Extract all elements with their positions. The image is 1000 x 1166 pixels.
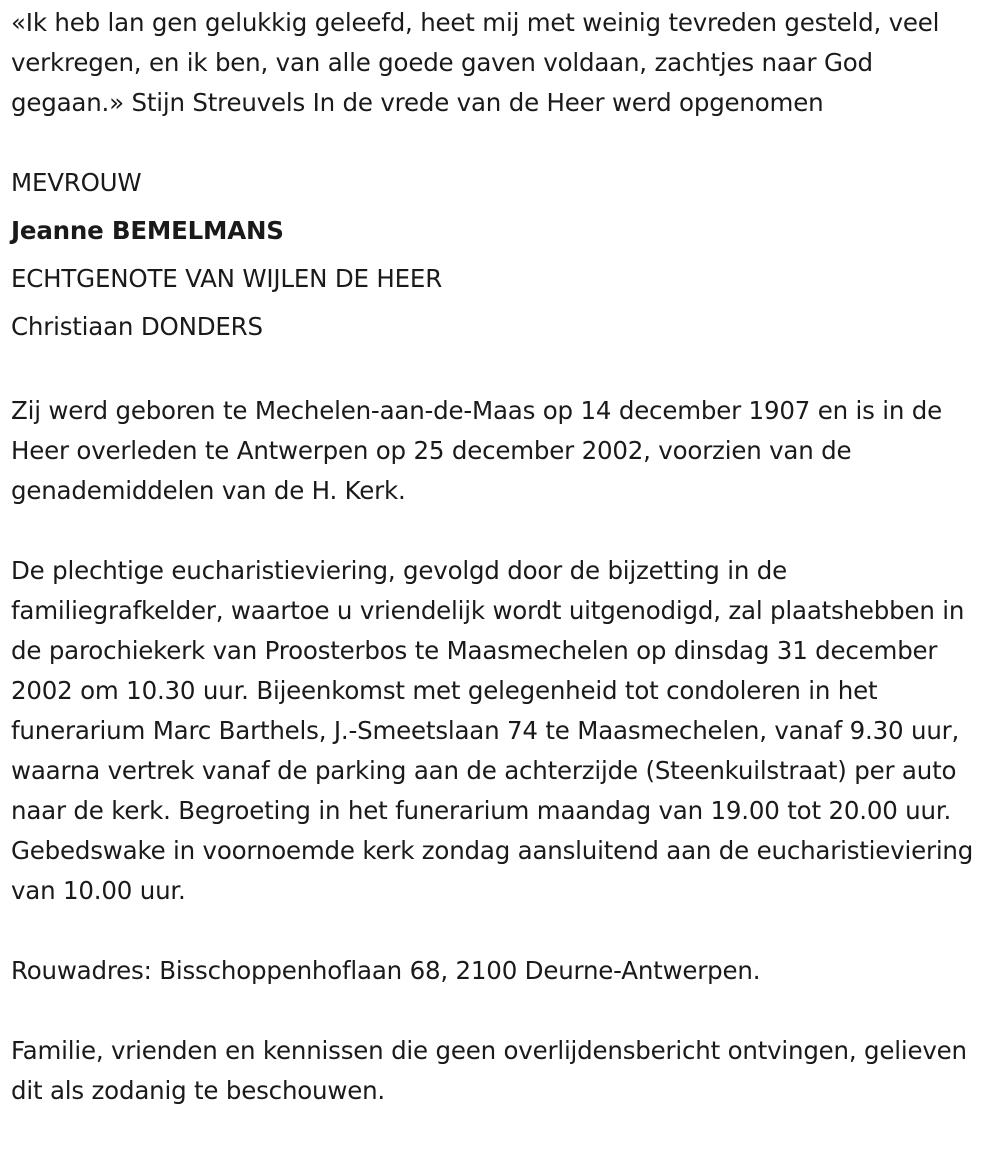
birth-death-paragraph: Zij werd geboren te Mechelen-aan-de-Maas op 14 december 1907 en is in de Heer overleden te Antwerpen op 25 december 2002, voorzien van de genademiddelen van de H. Kerk. [11, 396, 942, 505]
name-block [11, 159, 993, 351]
address-paragraph: Rouwadres: Bisschoppenhoflaan 68, 2100 Deurne-Antwerpen. [11, 956, 761, 985]
spacer [11, 123, 993, 163]
closing-paragraph: Familie, vrienden en kennissen die geen overlijdensbericht ontvingen, gelieven dit als zodanig te beschouwen. [11, 1036, 967, 1105]
ceremony-paragraph: De plechtige eucharistieviering, gevolgd door de bijzetting in de familiegrafkelder, waartoe u vriendelijk wordt uitgenodigd, zal plaatshebben in de parochiekerk van Proosterbos te Maasmechelen op dinsdag 31 december 2002 om 10.30 uur. Bijeenkomst met gelegenheid tot condoleren in het funerarium Marc Barthels, J.-Smeetslaan 74 te Maasmechelen, vanaf 9.30 uur, waarna vertrek vanaf de parking aan de achterzijde (Steenkuilstraat) per auto naar de kerk. Begroeting in het funerarium maandag van 19.00 tot 20.00 uur. Gebedswake in voornoemde kerk zondag aansluitend aan de eucharistieviering van 10.00 uur. [11, 556, 974, 905]
spacer [11, 911, 993, 951]
deceased-name: Jeanne BEMELMANS [11, 216, 284, 245]
obituary-document [11, 3, 993, 1111]
spacer [11, 351, 993, 391]
opening-quote: «Ik heb lan gen gelukkig geleefd, heet mij met weinig tevreden gesteld, veel verkregen, en ik ben, van alle goede gaven voldaan, zachtjes naar God gegaan.» Stijn Streuvels In de vrede van de Heer werd opgenomen [11, 8, 940, 117]
spouse-name: Christiaan DONDERS [11, 312, 263, 341]
spacer [11, 991, 993, 1031]
spacer [11, 511, 993, 551]
title-prefix: MEVROUW [11, 168, 142, 197]
relation-line: ECHTGENOTE VAN WIJLEN DE HEER [11, 264, 443, 293]
